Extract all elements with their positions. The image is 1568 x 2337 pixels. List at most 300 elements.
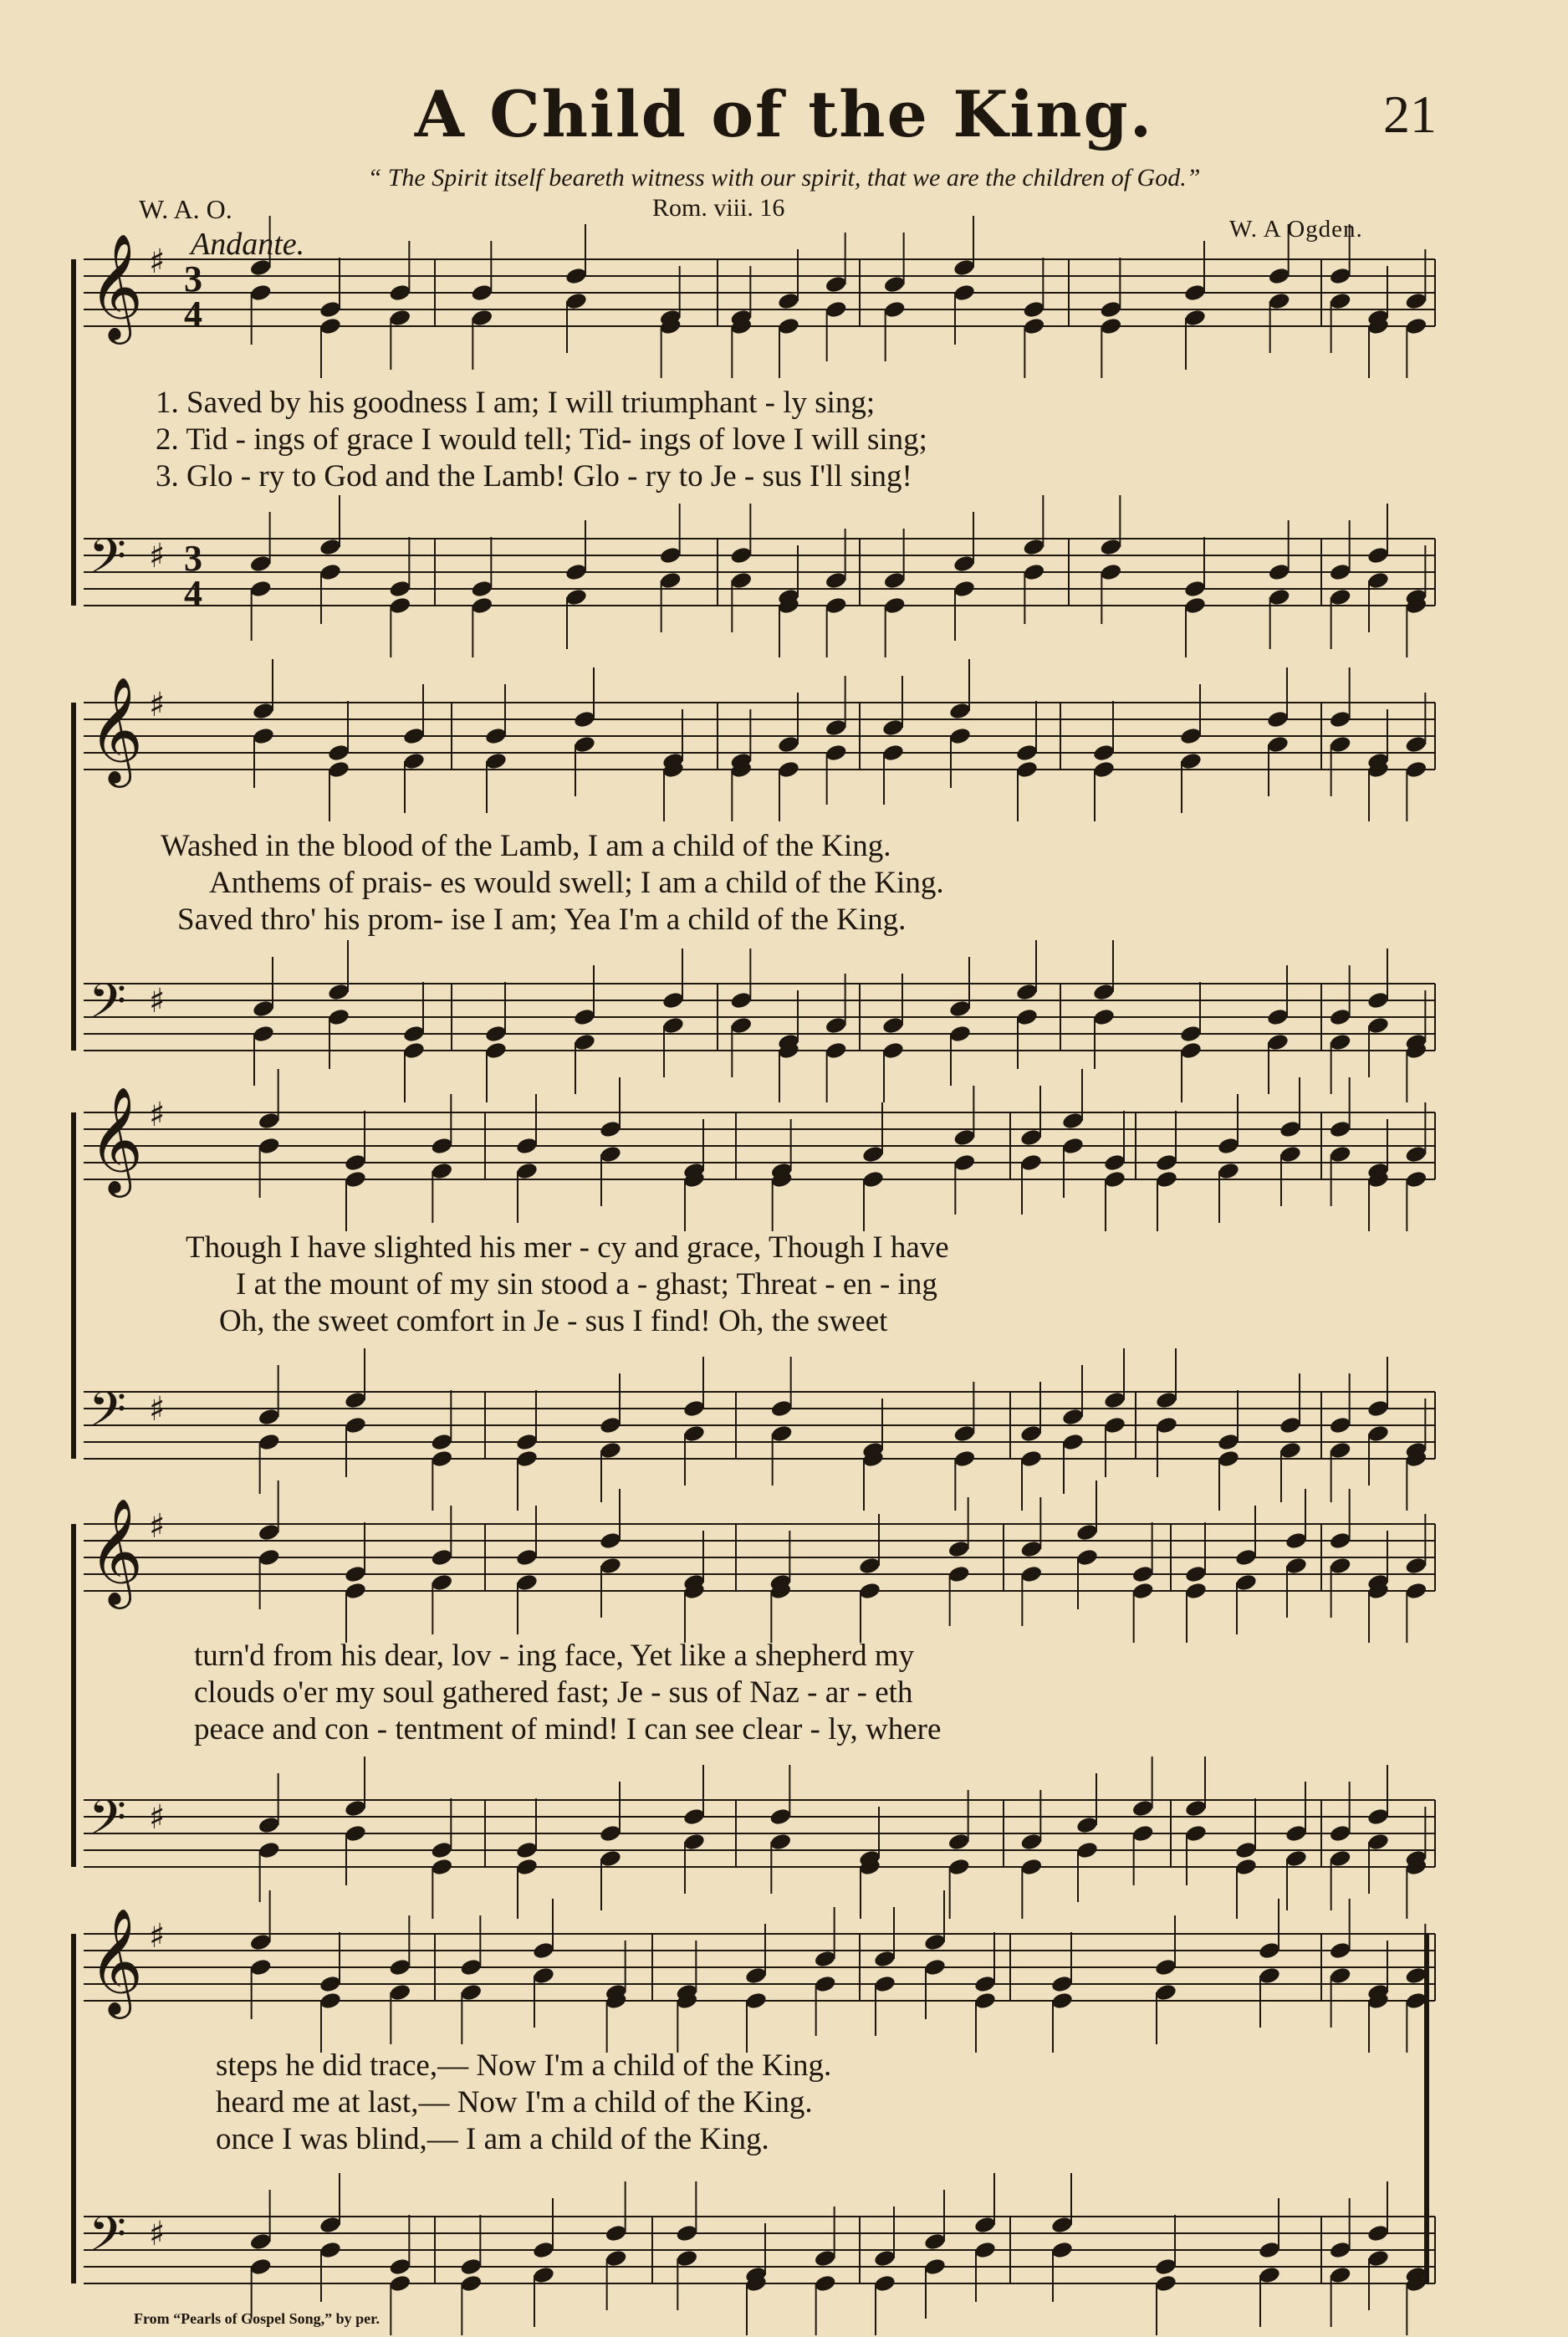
note-head bbox=[744, 1991, 768, 2010]
note-head bbox=[953, 283, 976, 302]
note-head bbox=[770, 1424, 794, 1443]
note-head bbox=[1366, 1015, 1390, 1035]
note-head bbox=[770, 1399, 794, 1418]
note-head bbox=[1019, 1424, 1043, 1443]
note-head bbox=[1404, 291, 1428, 310]
note-head bbox=[388, 579, 411, 598]
note-head bbox=[532, 2240, 555, 2259]
note-head bbox=[1329, 291, 1352, 310]
key-signature-sharp: ♯ bbox=[149, 243, 166, 281]
note-head bbox=[1266, 734, 1290, 754]
note-head bbox=[947, 1564, 971, 1583]
note-head bbox=[1019, 1153, 1043, 1172]
note-head bbox=[1329, 1415, 1352, 1434]
note-head bbox=[769, 1832, 792, 1851]
note-head bbox=[1217, 1432, 1240, 1451]
note-head bbox=[1279, 1144, 1302, 1163]
note-head bbox=[861, 1144, 885, 1163]
note-head bbox=[1154, 2273, 1177, 2293]
note-head bbox=[814, 1974, 837, 1993]
note-head bbox=[564, 562, 588, 581]
note-head bbox=[388, 283, 411, 302]
note-head bbox=[1329, 709, 1352, 729]
note-head bbox=[327, 1007, 350, 1026]
note-head bbox=[1183, 283, 1207, 302]
note-head bbox=[1184, 1823, 1208, 1843]
note-head bbox=[1022, 316, 1045, 335]
note-head bbox=[605, 2248, 628, 2268]
note-head bbox=[515, 1449, 539, 1468]
note-head bbox=[1075, 1815, 1099, 1834]
note-head bbox=[1268, 291, 1291, 310]
note-head bbox=[573, 1007, 596, 1026]
note-head bbox=[484, 1041, 508, 1060]
note-head bbox=[1268, 266, 1291, 285]
note-head bbox=[430, 1547, 453, 1567]
note-head bbox=[1404, 316, 1428, 335]
note-head bbox=[1019, 1128, 1043, 1147]
note-head bbox=[682, 1832, 706, 1851]
note-head bbox=[1061, 1432, 1085, 1451]
note-head bbox=[344, 1798, 367, 1818]
key-signature-sharp: ♯ bbox=[149, 1096, 166, 1134]
footer-credit: From “Pearls of Gospel Song,” by per. bbox=[134, 2310, 381, 2327]
note-head bbox=[249, 1957, 273, 1976]
note-head bbox=[825, 274, 848, 294]
note-head bbox=[1329, 2240, 1352, 2259]
note-head bbox=[682, 1424, 706, 1443]
note-head bbox=[258, 1407, 281, 1426]
note-head bbox=[1217, 1449, 1240, 1468]
note-head bbox=[881, 718, 905, 737]
note-head bbox=[659, 570, 682, 590]
note-head bbox=[1022, 537, 1045, 556]
note-head bbox=[1179, 1041, 1203, 1060]
note-head bbox=[327, 759, 350, 779]
note-head bbox=[515, 1432, 539, 1451]
note-head bbox=[1366, 545, 1390, 565]
note-head bbox=[923, 1932, 947, 1951]
note-head bbox=[388, 2273, 411, 2293]
note-head bbox=[249, 2257, 273, 2276]
note-head bbox=[319, 562, 342, 581]
note-head bbox=[599, 1440, 622, 1460]
hymn-title: A Child of the King. bbox=[414, 77, 1154, 151]
note-head bbox=[1050, 2215, 1074, 2234]
note-head bbox=[923, 2257, 947, 2276]
note-head bbox=[1061, 1111, 1085, 1130]
note-head bbox=[402, 1041, 426, 1060]
note-head bbox=[459, 1957, 483, 1976]
note-head bbox=[814, 2273, 837, 2293]
note-head bbox=[484, 751, 508, 770]
note-head bbox=[1075, 1547, 1099, 1567]
note-head bbox=[459, 2257, 483, 2276]
note-head bbox=[402, 751, 426, 770]
note-head bbox=[327, 743, 350, 762]
note-head bbox=[825, 1015, 848, 1035]
note-head bbox=[532, 1941, 555, 1960]
note-head bbox=[344, 1153, 367, 1172]
note-head bbox=[881, 743, 905, 762]
note-head bbox=[564, 291, 588, 310]
note-head bbox=[388, 308, 411, 327]
note-head bbox=[825, 596, 848, 615]
key-signature-sharp: ♯ bbox=[149, 1390, 166, 1429]
key-signature-sharp: ♯ bbox=[149, 2215, 166, 2253]
note-head bbox=[1268, 562, 1291, 581]
note-head bbox=[430, 1840, 453, 1859]
note-head bbox=[923, 2232, 947, 2251]
note-head bbox=[729, 545, 753, 565]
note-head bbox=[1285, 1556, 1308, 1575]
note-head bbox=[1404, 1144, 1428, 1163]
lyric-line: turn'd from his dear, lov - ing face, Yet like a shepherd my bbox=[194, 1639, 915, 1673]
treble-clef: 𝄞 bbox=[89, 1086, 144, 1193]
note-head bbox=[252, 701, 275, 720]
note-head bbox=[459, 2273, 483, 2293]
note-head bbox=[1329, 2265, 1352, 2284]
note-head bbox=[605, 2223, 628, 2242]
lyric-line: 3. Glo - ry to God and the Lamb! Glo - ry to Je - sus I'll sing! bbox=[156, 459, 912, 493]
time-signature-top: 3 bbox=[184, 538, 202, 579]
note-head bbox=[814, 1949, 837, 1968]
time-signature-bottom: 4 bbox=[184, 294, 202, 335]
note-head bbox=[319, 537, 342, 556]
note-head bbox=[1404, 1556, 1428, 1575]
note-head bbox=[319, 2240, 342, 2259]
note-head bbox=[532, 1966, 555, 1985]
lyric-line: once I was blind,— I am a child of the King. bbox=[216, 2122, 769, 2156]
note-head bbox=[1329, 1144, 1352, 1163]
note-head bbox=[1329, 1007, 1352, 1026]
bass-clef: 𝄢 bbox=[89, 1789, 127, 1858]
treble-clef: 𝄞 bbox=[89, 676, 144, 783]
note-head bbox=[1329, 1119, 1352, 1138]
note-head bbox=[1184, 1564, 1208, 1583]
note-head bbox=[1099, 562, 1122, 581]
note-head bbox=[430, 1161, 453, 1180]
note-head bbox=[1015, 759, 1039, 779]
note-head bbox=[1329, 1032, 1352, 1051]
note-head bbox=[1266, 1007, 1290, 1026]
note-head bbox=[948, 999, 972, 1018]
note-head bbox=[873, 1949, 896, 1968]
note-head bbox=[1154, 1982, 1177, 2002]
treble-clef: 𝄞 bbox=[89, 233, 144, 340]
note-head bbox=[573, 1032, 596, 1051]
note-head bbox=[564, 587, 588, 606]
note-head bbox=[777, 291, 800, 310]
note-head bbox=[1234, 1547, 1258, 1567]
note-head bbox=[1285, 1531, 1308, 1550]
note-head bbox=[1131, 1798, 1155, 1818]
note-head bbox=[1366, 1807, 1390, 1826]
note-head bbox=[1258, 2240, 1281, 2259]
note-head bbox=[319, 2215, 342, 2234]
note-head bbox=[1092, 759, 1116, 779]
scripture-reference: Rom. viii. 16 bbox=[652, 194, 785, 222]
note-head bbox=[1266, 709, 1290, 729]
lyric-line: steps he did trace,— Now I'm a child of the King. bbox=[216, 2048, 832, 2083]
key-signature-sharp: ♯ bbox=[149, 537, 166, 575]
note-head bbox=[1015, 743, 1039, 762]
note-head bbox=[1279, 1119, 1302, 1138]
lyric-line: I at the mount of my sin stood a - ghast; Threat - en - ing bbox=[236, 1267, 937, 1301]
note-head bbox=[1285, 1823, 1308, 1843]
note-head bbox=[344, 1564, 367, 1583]
note-head bbox=[659, 545, 682, 565]
note-head bbox=[1366, 1424, 1390, 1443]
lyric-line: heard me at last,— Now I'm a child of the King. bbox=[216, 2085, 813, 2120]
note-head bbox=[744, 1966, 768, 1985]
note-head bbox=[1329, 734, 1352, 754]
note-head bbox=[470, 579, 493, 598]
note-head bbox=[1329, 266, 1352, 285]
note-head bbox=[1155, 1169, 1178, 1189]
note-head bbox=[825, 718, 848, 737]
note-head bbox=[1183, 596, 1207, 615]
note-head bbox=[1234, 1572, 1258, 1592]
note-head bbox=[344, 1169, 367, 1189]
note-head bbox=[1329, 1941, 1352, 1960]
note-head bbox=[319, 299, 342, 319]
note-head bbox=[1015, 982, 1039, 1001]
note-head bbox=[249, 579, 273, 598]
note-head bbox=[1155, 1153, 1178, 1172]
note-head bbox=[948, 701, 972, 720]
note-head bbox=[883, 596, 907, 615]
treble-clef: 𝄞 bbox=[89, 1907, 144, 2014]
note-head bbox=[1258, 1941, 1281, 1960]
time-signature-bottom: 4 bbox=[184, 573, 202, 614]
key-signature-sharp: ♯ bbox=[149, 686, 166, 724]
note-head bbox=[1131, 1564, 1155, 1583]
note-head bbox=[1329, 1823, 1352, 1843]
note-head bbox=[1285, 1849, 1308, 1868]
note-head bbox=[319, 1974, 342, 1993]
note-head bbox=[858, 1556, 881, 1575]
note-head bbox=[1183, 308, 1207, 327]
note-head bbox=[258, 1522, 281, 1542]
note-head bbox=[1329, 1849, 1352, 1868]
note-head bbox=[1019, 1832, 1043, 1851]
note-head bbox=[388, 1957, 411, 1976]
note-head bbox=[599, 1144, 622, 1163]
note-head bbox=[1366, 2223, 1390, 2242]
note-head bbox=[973, 1974, 997, 1993]
note-head bbox=[1103, 1390, 1126, 1409]
note-head bbox=[1092, 1007, 1116, 1026]
note-head bbox=[388, 596, 411, 615]
note-head bbox=[777, 316, 800, 335]
note-head bbox=[1103, 1415, 1126, 1434]
note-head bbox=[249, 2232, 273, 2251]
note-head bbox=[344, 1823, 367, 1843]
note-head bbox=[1179, 751, 1203, 770]
note-head bbox=[814, 2248, 837, 2268]
note-head bbox=[1279, 1415, 1302, 1434]
note-head bbox=[1184, 1798, 1208, 1818]
note-head bbox=[484, 1024, 508, 1043]
note-head bbox=[599, 1556, 622, 1575]
note-head bbox=[1179, 1024, 1203, 1043]
note-head bbox=[1092, 982, 1116, 1001]
note-head bbox=[1268, 587, 1291, 606]
note-head bbox=[344, 1415, 367, 1434]
note-head bbox=[1404, 1169, 1428, 1189]
note-head bbox=[1019, 1539, 1043, 1558]
note-head bbox=[599, 1415, 622, 1434]
note-head bbox=[258, 1840, 281, 1859]
note-head bbox=[402, 726, 426, 745]
note-head bbox=[1099, 299, 1122, 319]
scripture-quote: “ The Spirit itself beareth witness with our spirit, that we are the children of God.” bbox=[367, 164, 1201, 192]
note-head bbox=[515, 1547, 539, 1567]
note-head bbox=[1329, 562, 1352, 581]
note-head bbox=[777, 734, 800, 754]
note-head bbox=[1099, 316, 1122, 335]
lyric-line: Washed in the blood of the Lamb, I am a child of the King. bbox=[161, 829, 891, 863]
note-head bbox=[258, 1136, 281, 1155]
note-head bbox=[948, 1024, 972, 1043]
note-head bbox=[825, 299, 848, 319]
treble-clef: 𝄞 bbox=[89, 1497, 144, 1604]
note-head bbox=[470, 596, 493, 615]
note-head bbox=[1258, 2265, 1281, 2284]
note-head bbox=[675, 2223, 698, 2242]
note-head bbox=[1019, 1564, 1043, 1583]
bass-clef: 𝄢 bbox=[89, 2206, 127, 2274]
note-head bbox=[515, 1572, 539, 1592]
note-head bbox=[258, 1815, 281, 1834]
tempo-marking: Andante. bbox=[191, 227, 305, 262]
note-head bbox=[769, 1807, 792, 1826]
key-signature-sharp: ♯ bbox=[149, 982, 166, 1020]
note-head bbox=[249, 1932, 273, 1951]
note-head bbox=[1050, 1974, 1074, 1993]
note-head bbox=[1183, 579, 1207, 598]
note-head bbox=[953, 1153, 976, 1172]
note-head bbox=[1075, 1840, 1099, 1859]
note-head bbox=[1154, 2257, 1177, 2276]
note-head bbox=[883, 570, 907, 590]
note-head bbox=[515, 1161, 539, 1180]
note-head bbox=[1366, 990, 1390, 1010]
note-head bbox=[953, 1449, 976, 1468]
note-head bbox=[953, 554, 976, 573]
note-head bbox=[1022, 299, 1045, 319]
note-head bbox=[1366, 1832, 1390, 1851]
note-head bbox=[1103, 1153, 1126, 1172]
note-head bbox=[883, 274, 907, 294]
note-head bbox=[599, 1849, 622, 1868]
note-head bbox=[1019, 1449, 1043, 1468]
note-head bbox=[953, 1424, 976, 1443]
note-head bbox=[1234, 1840, 1258, 1859]
note-head bbox=[873, 1974, 896, 1993]
lyric-line: Anthems of prais- es would swell; I am a child of the King. bbox=[209, 866, 944, 900]
note-head bbox=[825, 1041, 848, 1060]
note-head bbox=[1329, 1531, 1352, 1550]
note-head bbox=[1061, 1407, 1085, 1426]
note-head bbox=[1131, 1823, 1155, 1843]
note-head bbox=[459, 1982, 483, 2002]
note-head bbox=[430, 1857, 453, 1876]
bass-clef: 𝄢 bbox=[89, 973, 127, 1041]
lyric-line: 2. Tid - ings of grace I would tell; Tid- ings of love I will sing; bbox=[156, 422, 927, 457]
note-head bbox=[948, 726, 972, 745]
bass-clef: 𝄢 bbox=[89, 528, 127, 596]
note-head bbox=[1075, 1522, 1099, 1542]
note-head bbox=[682, 1399, 706, 1418]
key-signature-sharp: ♯ bbox=[149, 1798, 166, 1837]
note-head bbox=[249, 283, 273, 302]
time-signature-top: 3 bbox=[184, 258, 202, 299]
note-head bbox=[515, 1840, 539, 1859]
note-head bbox=[388, 2257, 411, 2276]
lyric-line: peace and con - tentment of mind! I can see clear - ly, where bbox=[194, 1712, 942, 1746]
page-number: 21 bbox=[1383, 84, 1437, 144]
note-head bbox=[319, 316, 342, 335]
note-head bbox=[344, 1390, 367, 1409]
composer-name: W. A Ogden. bbox=[1229, 216, 1363, 243]
note-head bbox=[973, 2240, 997, 2259]
lyric-line: Though I have slighted his mer - cy and grace, Though I have bbox=[186, 1230, 949, 1265]
note-head bbox=[1179, 726, 1203, 745]
note-head bbox=[1155, 1415, 1178, 1434]
note-head bbox=[1155, 1390, 1178, 1409]
note-head bbox=[682, 1807, 706, 1826]
note-head bbox=[344, 1581, 367, 1600]
note-head bbox=[947, 1539, 971, 1558]
note-head bbox=[1258, 1966, 1281, 1985]
note-head bbox=[258, 1111, 281, 1130]
note-head bbox=[1061, 1136, 1085, 1155]
lyricist-initials: W. A. O. bbox=[139, 194, 232, 224]
note-head bbox=[1154, 1957, 1177, 1976]
note-head bbox=[573, 709, 596, 729]
note-head bbox=[953, 258, 976, 277]
note-head bbox=[881, 1041, 905, 1060]
note-head bbox=[470, 308, 493, 327]
note-head bbox=[564, 266, 588, 285]
note-head bbox=[1022, 562, 1045, 581]
note-head bbox=[1099, 537, 1122, 556]
bass-clef: 𝄢 bbox=[89, 1381, 127, 1450]
note-head bbox=[252, 999, 275, 1018]
note-head bbox=[661, 990, 685, 1010]
note-head bbox=[327, 982, 350, 1001]
note-head bbox=[515, 1857, 539, 1876]
note-head bbox=[1329, 1556, 1352, 1575]
note-head bbox=[599, 1823, 622, 1843]
note-head bbox=[873, 2273, 896, 2293]
note-head bbox=[430, 1572, 453, 1592]
note-head bbox=[1217, 1161, 1240, 1180]
lyric-line: 1. Saved by his goodness I am; I will triumphant - ly sing; bbox=[156, 386, 876, 420]
note-head bbox=[1131, 1581, 1155, 1600]
note-head bbox=[1366, 2248, 1390, 2268]
note-head bbox=[1050, 2240, 1074, 2259]
note-head bbox=[1234, 1857, 1258, 1876]
note-head bbox=[883, 299, 907, 319]
note-head bbox=[1329, 1440, 1352, 1460]
note-head bbox=[1050, 1991, 1074, 2010]
lyric-line: clouds o'er my soul gathered fast; Je - sus of Naz - ar - eth bbox=[194, 1675, 913, 1710]
note-head bbox=[1404, 759, 1428, 779]
note-head bbox=[858, 1581, 881, 1600]
